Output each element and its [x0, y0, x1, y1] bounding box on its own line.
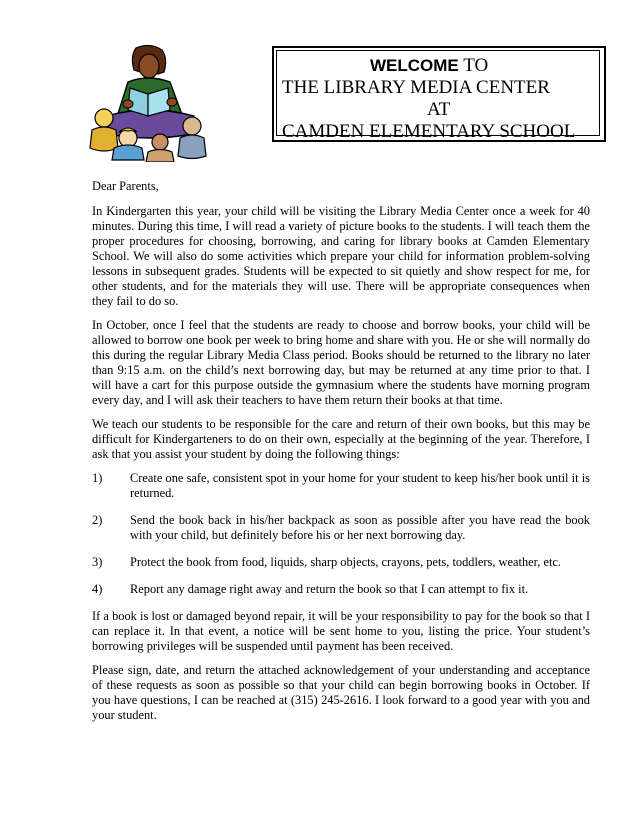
title-line-1: [282, 55, 592, 77]
welcome-title-box: [272, 46, 606, 142]
list-number: 3): [92, 555, 103, 569]
title-line-3: AT: [427, 99, 451, 120]
title-welcome: WELCOME: [370, 56, 459, 75]
paragraph-intro: In Kindergarten this year, your child will be visiting the Library Media Center once a week for 40 minutes. During this time, I will read a variety of picture books to the students. I will teach them the proper procedures for choosing, borrowing, and caring for library books at Camden Elementary School. We will also do some activities which prepare your child for information problem-solving lessons in subsequent grades. Students will be expected to sit quietly and show respect for me, for other students, and for the materials they will use. There will be appropriate consequences when they fail to do so.: [92, 204, 590, 308]
paragraph-responsibility: We teach our students to be responsible for the care and return of their own books, but this may be difficult for Kindergarteners to do on their own, especially at the beginning of the year. Therefore, I ask that you assist your student by doing the following things:: [92, 417, 590, 461]
list-text: Report any damage right away and return the book so that I can attempt to fix it.: [130, 582, 529, 596]
greeting: Dear Parents,: [92, 179, 159, 193]
letter-body: [92, 179, 590, 732]
list-number: 1): [92, 471, 103, 485]
title-to: TO: [463, 55, 489, 76]
list-item: [92, 513, 590, 543]
title-line-4: CAMDEN ELEMENTARY SCHOOL: [282, 121, 576, 142]
list-number: 2): [92, 513, 103, 527]
list-item: [92, 555, 590, 570]
paragraph-october: In October, once I feel that the students are ready to choose and borrow books, your child will be allowed to borrow one book per week to bring home and share with you. He or she will normally do this during the regular Library Media Class period. Books should be returned to the library no later than 9:15 a.m. on the child’s next borrowing day, but may be returned at any time prior to that. I will have a cart for this purpose outside the gymnasium where the students have morning program every day, and I will ask their teachers to have them return their books at that time.: [92, 318, 590, 407]
paragraph-lost-book: If a book is lost or damaged beyond repair, it will be your responsibility to pay for the book so that I can replace it. In that event, a notice will be sent home to you, listing the price. Your student’s borrowing privileges will be suspended until payment has been received.: [92, 609, 590, 653]
welcome-title: [282, 55, 592, 143]
list-text: Send the book back in his/her backpack as soon as possible after you have read the book with your child, but definitely before his or her next borrowing day.: [130, 513, 590, 542]
list-item: [92, 582, 590, 597]
list-text: Create one safe, consistent spot in your home for your student to keep his/her book until it is returned.: [130, 471, 590, 500]
list-number: 4): [92, 582, 103, 596]
teacher-reading-to-children-icon: [88, 44, 212, 162]
list-text: Protect the book from food, liquids, sharp objects, crayons, pets, toddlers, weather, etc.: [130, 555, 562, 569]
paragraph-sign-return: Please sign, date, and return the attached acknowledgement of your understanding and acceptance of these requests as soon as possible so that your child can begin borrowing books in October. If you have questions, I can be reached at (315) 245-2616. I look forward to a good year with you and your student.: [92, 663, 590, 722]
title-line-2: THE LIBRARY MEDIA CENTER: [282, 77, 550, 98]
list-item: [92, 471, 590, 501]
